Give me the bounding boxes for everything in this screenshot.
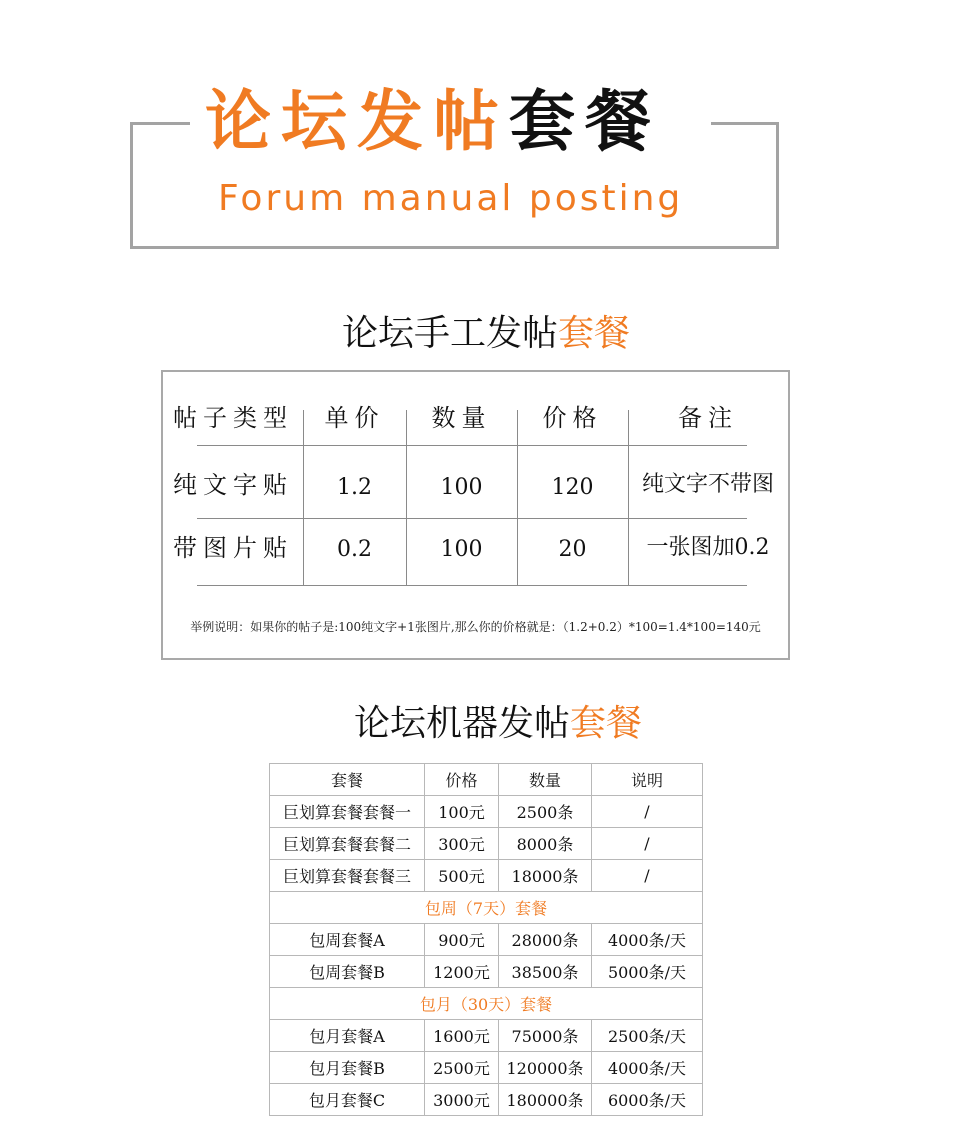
package-name: 包月套餐C bbox=[270, 1084, 425, 1116]
package-price: 500元 bbox=[425, 860, 499, 892]
col-header-description: 说明 bbox=[592, 764, 703, 796]
manual-price-table bbox=[161, 370, 790, 660]
manual-section-title bbox=[342, 312, 630, 356]
package-quantity: 2500条 bbox=[499, 796, 592, 828]
col-header-type: 帖子类型 bbox=[173, 404, 293, 432]
table-rule bbox=[197, 445, 747, 446]
package-price: 2500元 bbox=[425, 1052, 499, 1084]
col-header-price: 价格 bbox=[542, 404, 603, 432]
package-price: 900元 bbox=[425, 924, 499, 956]
package-quantity: 38500条 bbox=[499, 956, 592, 988]
frame-bottom bbox=[130, 246, 779, 249]
row-quantity: 100 bbox=[440, 537, 483, 562]
package-quantity: 18000条 bbox=[499, 860, 592, 892]
row-remark: 纯文字不带图 bbox=[641, 472, 774, 497]
machine-section-title bbox=[354, 702, 642, 746]
table-header-row bbox=[270, 764, 703, 796]
package-name: 巨划算套餐套餐三 bbox=[270, 860, 425, 892]
machine-title-part2: 套餐 bbox=[570, 703, 643, 744]
package-price: 1200元 bbox=[425, 956, 499, 988]
package-price: 100元 bbox=[425, 796, 499, 828]
group-row-monthly bbox=[270, 988, 703, 1020]
table-row bbox=[270, 924, 703, 956]
row-quantity: 100 bbox=[440, 475, 483, 500]
row-type: 纯文字贴 bbox=[173, 471, 293, 499]
manual-title-part2: 套餐 bbox=[558, 313, 631, 354]
page-title-part1: 论坛发帖 bbox=[205, 83, 509, 160]
package-price: 300元 bbox=[425, 828, 499, 860]
machine-price-table bbox=[269, 763, 703, 1116]
manual-title-part1: 论坛手工发帖 bbox=[342, 313, 559, 354]
package-quantity: 120000条 bbox=[499, 1052, 592, 1084]
table-rule bbox=[197, 518, 747, 519]
page-title bbox=[205, 82, 675, 162]
table-row bbox=[270, 1020, 703, 1052]
col-header-quantity: 数量 bbox=[499, 764, 592, 796]
package-quantity: 8000条 bbox=[499, 828, 592, 860]
row-price: 20 bbox=[558, 537, 587, 562]
col-header-remark: 备注 bbox=[678, 404, 738, 432]
table-row bbox=[270, 860, 703, 892]
pricing-example-note: 举例说明：如果你的帖子是:100纯文字+1张图片,那么你的价格就是：（1.2+0.2）*100=1.4*100=140元 bbox=[190, 620, 761, 634]
package-name: 包月套餐A bbox=[270, 1020, 425, 1052]
table-row bbox=[270, 828, 703, 860]
package-name: 包周套餐A bbox=[270, 924, 425, 956]
row-type: 带图片贴 bbox=[173, 534, 293, 562]
package-name: 巨划算套餐套餐一 bbox=[270, 796, 425, 828]
package-name: 巨划算套餐套餐二 bbox=[270, 828, 425, 860]
row-price: 120 bbox=[551, 475, 594, 500]
package-quantity: 75000条 bbox=[499, 1020, 592, 1052]
group-row-weekly bbox=[270, 892, 703, 924]
frame-side-left bbox=[130, 122, 133, 249]
package-quantity: 28000条 bbox=[499, 924, 592, 956]
page-title-part2: 套餐 bbox=[509, 83, 661, 160]
group-label-monthly: 包月（30天）套餐 bbox=[270, 988, 703, 1020]
page-subtitle: Forum manual posting bbox=[218, 178, 684, 219]
frame-line-right bbox=[711, 122, 779, 125]
package-description: / bbox=[592, 828, 703, 860]
machine-title-part1: 论坛机器发帖 bbox=[354, 703, 571, 744]
frame-side-right bbox=[776, 122, 779, 249]
row-unit-price: 0.2 bbox=[337, 537, 372, 562]
package-description: / bbox=[592, 796, 703, 828]
package-description: / bbox=[592, 860, 703, 892]
col-header-quantity: 数量 bbox=[431, 404, 492, 432]
package-description: 2500条/天 bbox=[592, 1020, 703, 1052]
package-name: 包周套餐B bbox=[270, 956, 425, 988]
table-row bbox=[270, 956, 703, 988]
package-quantity: 180000条 bbox=[499, 1084, 592, 1116]
package-description: 5000条/天 bbox=[592, 956, 703, 988]
col-header-unit-price: 单价 bbox=[324, 404, 385, 432]
package-price: 3000元 bbox=[425, 1084, 499, 1116]
table-row bbox=[270, 796, 703, 828]
package-price: 1600元 bbox=[425, 1020, 499, 1052]
row-unit-price: 1.2 bbox=[337, 475, 372, 500]
table-row bbox=[270, 1084, 703, 1116]
group-label-weekly: 包周（7天）套餐 bbox=[270, 892, 703, 924]
package-description: 4000条/天 bbox=[592, 924, 703, 956]
col-header-price: 价格 bbox=[425, 764, 499, 796]
row-remark: 一张图加0.2 bbox=[646, 535, 770, 560]
package-description: 4000条/天 bbox=[592, 1052, 703, 1084]
table-rule bbox=[197, 585, 747, 586]
frame-line-left bbox=[130, 122, 190, 125]
package-name: 包月套餐B bbox=[270, 1052, 425, 1084]
package-description: 6000条/天 bbox=[592, 1084, 703, 1116]
table-row bbox=[270, 1052, 703, 1084]
col-header-package: 套餐 bbox=[270, 764, 425, 796]
